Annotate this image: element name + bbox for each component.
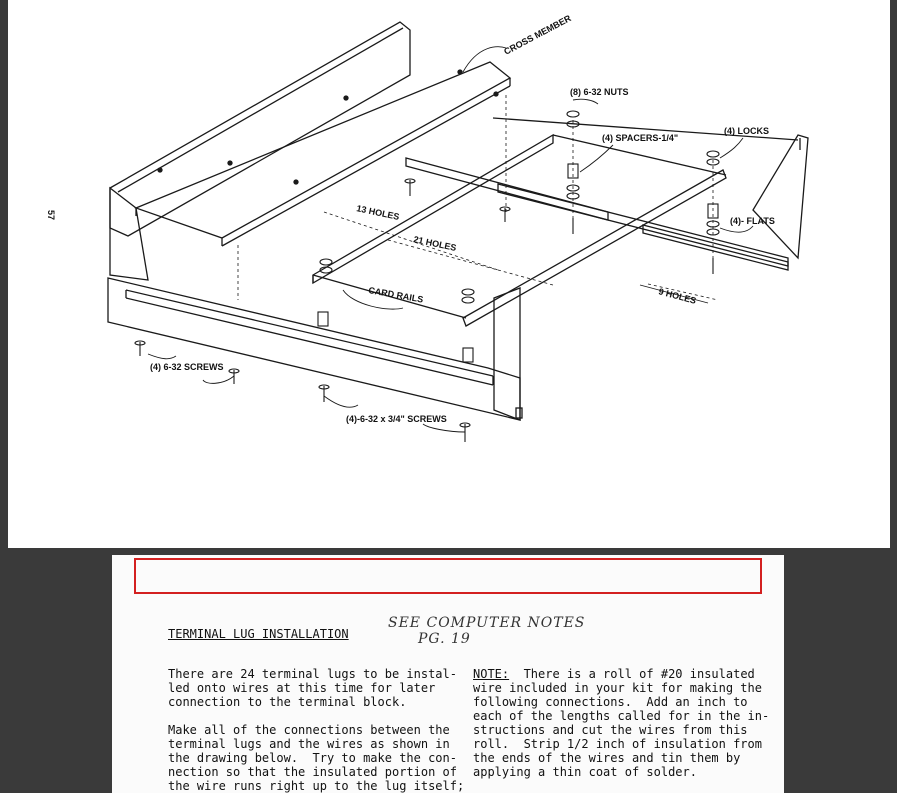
note-line: roll. Strip 1/2 inch of insulation from — [473, 737, 762, 751]
page-number: 57 — [46, 210, 56, 221]
label-card-rails: CARD RAILS — [367, 285, 425, 305]
note-line: each of the lengths called for in the in- — [473, 709, 770, 723]
label-9-holes: 9 HOLES — [657, 286, 698, 306]
left-side-panel — [110, 188, 148, 280]
right-column — [473, 667, 773, 779]
hardware — [135, 111, 719, 442]
label-spacers: (4) SPACERS-1/4" — [602, 133, 679, 143]
note-label: NOTE: — [473, 667, 510, 681]
assembly-diagram — [8, 0, 890, 548]
note-first-text: There is a roll of #20 insulated — [509, 667, 755, 681]
left-para2-line: the drawing below. Try to make the con- — [168, 751, 457, 765]
selection-highlight-box — [134, 558, 762, 594]
label-nuts: (8) 6-32 NUTS — [570, 87, 629, 97]
note-line: following connections. Add an inch to — [473, 695, 748, 709]
note-first-line — [473, 667, 773, 681]
card-rail-front — [313, 135, 553, 283]
front-panel — [108, 278, 520, 420]
diagram-page — [8, 0, 890, 548]
note-line: structions and cut the wires from this — [473, 723, 748, 737]
left-para1-line: connection to the terminal block. — [168, 695, 407, 709]
left-para1-line: There are 24 terminal lugs to be instal- — [168, 667, 457, 681]
handwritten-line-2: PG. 19 — [418, 631, 471, 647]
note-line: wire included in your kit for making the — [473, 681, 762, 695]
note-line: the ends of the wires and tin them by — [473, 751, 741, 765]
left-para2-line: Make all of the connections between the — [168, 723, 450, 737]
label-13-holes: 13 HOLES — [355, 203, 401, 223]
left-para1-line: led onto wires at this time for later — [168, 681, 436, 695]
document-page — [112, 555, 784, 793]
left-para2-line: the wire runs right up to the lug itself; — [168, 779, 465, 793]
label-34-screws: (4)-6-32 x 3/4" SCREWS — [346, 414, 447, 424]
label-flats: (4)- FLATS — [730, 216, 775, 226]
right-bracket — [753, 135, 808, 258]
note-line: applying a thin coat of solder. — [473, 765, 697, 779]
left-column — [168, 667, 465, 793]
label-cross-member: CROSS MEMBER — [502, 12, 573, 57]
card-rail-back — [406, 158, 788, 270]
left-para2-line: nection so that the insulated portion of — [168, 765, 457, 779]
section-title: TERMINAL LUG INSTALLATION — [168, 627, 349, 641]
left-para2-line: terminal lugs and the wires as shown in — [168, 737, 450, 751]
label-locks: (4) LOCKS — [724, 126, 769, 136]
label-632-screws: (4) 6-32 SCREWS — [150, 362, 224, 372]
label-21-holes: 21 HOLES — [412, 234, 458, 254]
handwritten-line-1: SEE COMPUTER NOTES — [388, 615, 586, 631]
handwritten-note — [388, 615, 585, 647]
